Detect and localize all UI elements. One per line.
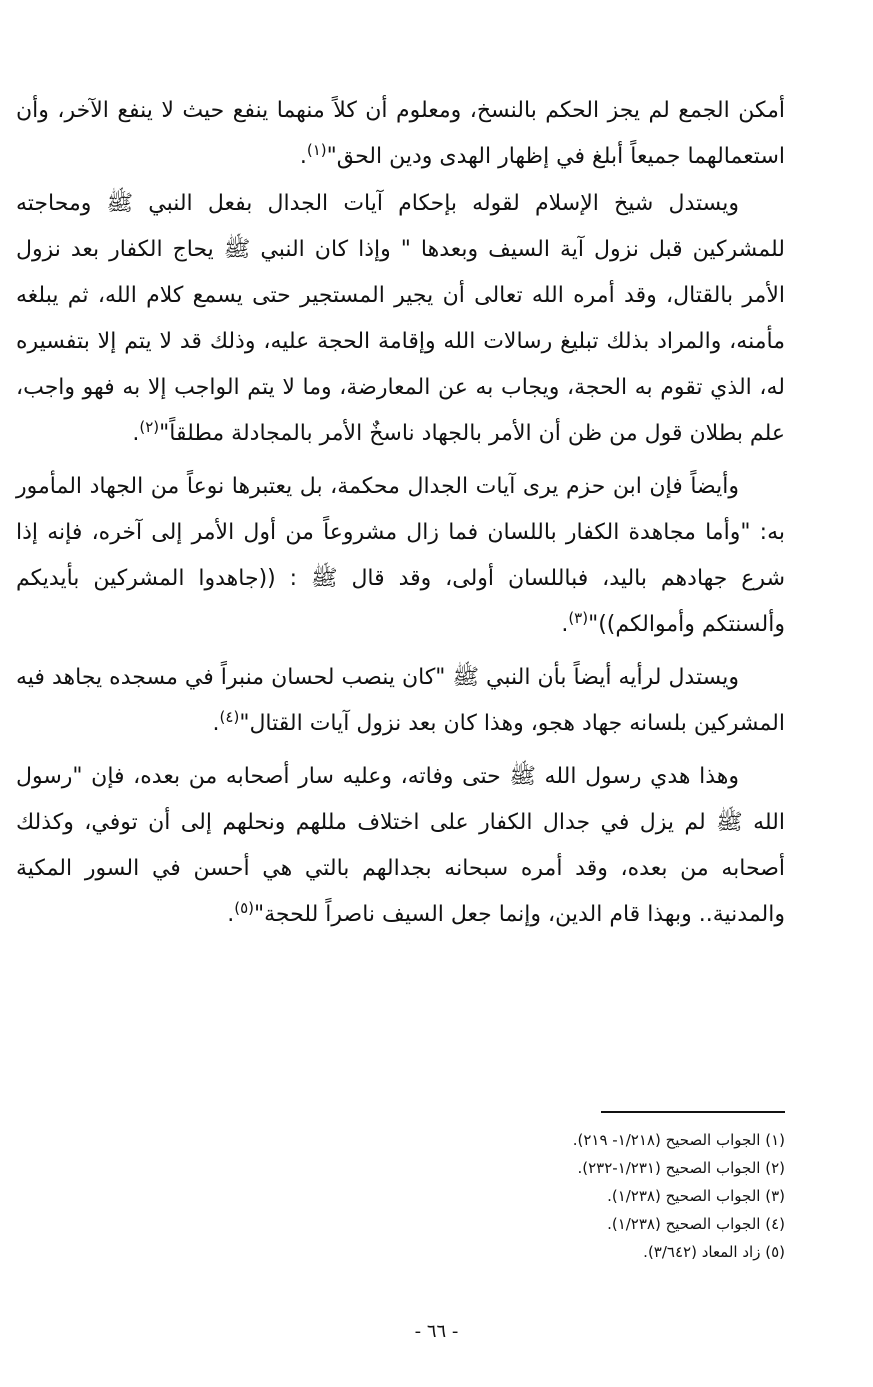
paragraph-text: وأيضاً فإن ابن حزم يرى آيات الجدال محكمة، بل يعتبرها نوعاً من الجهاد المأمور به: "وأما مجاهدة الكفار باللسان فما زال مشروعاً من أول الأمر إلى آخره، فإنه إذا شرع جهادهم باليد، فباللسان أولى، وقد قال ﷺ : ((جاهدوا المشركين بأيديكم وألسنتكم وأموالكم))" bbox=[16, 474, 785, 637]
sentence-end: . bbox=[227, 902, 235, 927]
sentence-end: . bbox=[561, 612, 569, 637]
paragraph-text: ويستدل لرأيه أيضاً بأن النبي ﷺ "كان ينصب لحسان منبراً في مسجده يجاهد فيه المشركين بلسانه جهاد هجو، وهذا كان بعد نزول آيات القتال" bbox=[16, 665, 785, 736]
footnote-divider bbox=[601, 1111, 785, 1113]
page-number: - ٦٦ - bbox=[414, 1321, 459, 1342]
sentence-end: . bbox=[299, 144, 307, 169]
sentence-end: . bbox=[212, 711, 220, 736]
footnote: (٢) الجواب الصحيح (١/٢٣١-٢٣٢). bbox=[577, 1159, 785, 1177]
paragraph bbox=[16, 464, 785, 649]
footnote-reference: (٤) bbox=[219, 708, 240, 726]
footnote: (٥) زاد المعاد (٣/٦٤٢). bbox=[643, 1243, 785, 1261]
footnote: (٣) الجواب الصحيح (١/٢٣٨). bbox=[607, 1187, 785, 1205]
paragraph-text: وهذا هدي رسول الله ﷺ حتى وفاته، وعليه سار أصحابه من بعده، فإن "رسول الله ﷺ لم يزل في جدال الكفار على اختلاف مللهم ونحلهم إلى أن توفي، وكذلك أصحابه من بعده، وقد أمره سبحانه بجدالهم بالتي هي أحسن في السور المكية والمدنية.. وبهذا قام الدين، وإنما جعل السيف ناصراً للحجة" bbox=[16, 764, 785, 927]
footnote: (١) الجواب الصحيح (١/٢١٨- ٢١٩). bbox=[572, 1131, 785, 1149]
paragraph-text: ويستدل شيخ الإسلام لقوله بإحكام آيات الجدال بفعل النبي ﷺ ومحاجته للمشركين قبل نزول آية السيف وبعدها " وإذا كان النبي ﷺ يحاج الكفار بعد نزول الأمر بالقتال، وقد أمره الله تعالى أن يجير المستجير حتى يسمع كلام الله، ثم يبلغه مأمنه، والمراد بذلك تبليغ رسالات الله وإقامة الحجة عليه، وذلك قد لا يتم إلا بتفسيره له، الذي تقوم به الحجة، ويجاب به عن المعارضة، وما لا يتم الواجب إلا به فهو واجب، علم بطلان قول من ظن أن الأمر بالجهاد ناسخٌ الأمر بالمجادلة مطلقاً" bbox=[16, 191, 785, 446]
main-text bbox=[16, 88, 785, 939]
footnote-reference: (٢) bbox=[139, 418, 160, 436]
footnotes bbox=[285, 1126, 785, 1266]
paragraph bbox=[16, 88, 785, 181]
sentence-end: . bbox=[132, 421, 140, 446]
footnote-reference: (٥) bbox=[234, 899, 254, 917]
footnote-reference: (٣) bbox=[568, 609, 589, 627]
paragraph bbox=[16, 754, 785, 939]
footnote: (٤) الجواب الصحيح (١/٢٣٨). bbox=[607, 1215, 785, 1233]
paragraph bbox=[16, 655, 785, 748]
paragraph-text: أمكن الجمع لم يجز الحكم بالنسخ، ومعلوم أن كلاً منهما ينفع حيث لا ينفع الآخر، وأن استعمالهما جميعاً أبلغ في إظهار الهدى ودين الحق" bbox=[16, 98, 785, 169]
footnote-reference: (١) bbox=[306, 141, 327, 159]
paragraph bbox=[16, 181, 785, 458]
